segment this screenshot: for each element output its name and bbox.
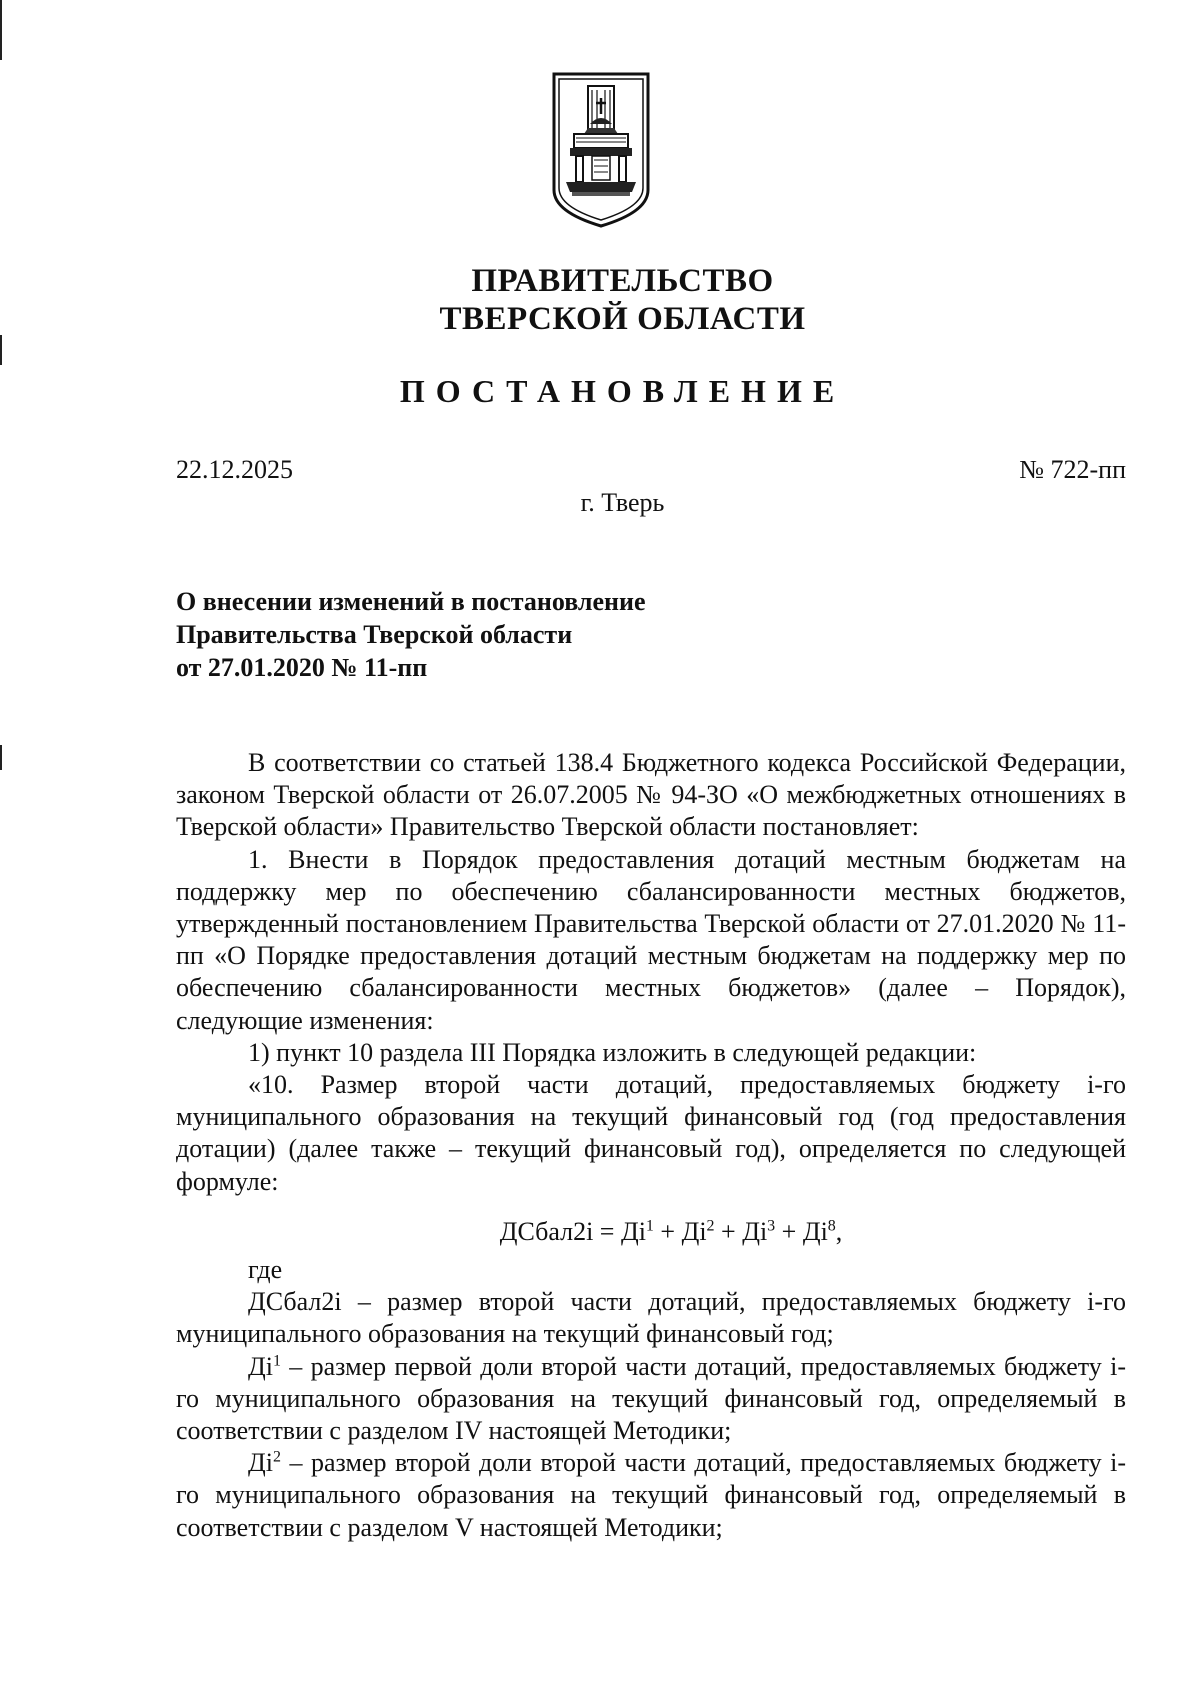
document-body bbox=[176, 747, 1126, 1544]
document-subject bbox=[176, 585, 646, 684]
subject-line-1: О внесении изменений в постановление bbox=[176, 587, 646, 616]
where-label: где bbox=[248, 1255, 283, 1285]
point-10-paragraph: «10. Размер второй части дотаций, предоставляемых бюджету i-го муниципального образования на текущий финансовый год (год предоставления дотации) (далее также – текущий финансовый год), определяется по следующей формуле: bbox=[176, 1070, 1126, 1196]
scan-edge-mark bbox=[0, 745, 2, 770]
preamble-paragraph: В соответствии со статьей 138.4 Бюджетного кодекса Российской Федерации, законом Тверской области от 26.07.2005 № 94-ЗО «О межбюджетных отношениях в Тверской области» Правительство Тверской области постановляет: bbox=[176, 748, 1126, 842]
formula-term-3: + Дi bbox=[714, 1216, 768, 1246]
formula-sup-1: 1 bbox=[645, 1217, 654, 1235]
di2-sup: 2 bbox=[272, 1448, 281, 1466]
item-1-paragraph: 1. Внести в Порядок предоставления дотаций местным бюджетам на поддержку мер по обеспечению сбалансированности местных бюджетов, утвержденный постановлением Правительства Тверской области от 27.01.2020 № 11-пп «О Порядке предоставления дотаций местным бюджетам на поддержку мер по обеспечению сбалансированности местных бюджетов» (далее – Порядок), следующие изменения: bbox=[176, 844, 1126, 1035]
subject-line-2: Правительства Тверской области bbox=[176, 620, 573, 649]
document-date: 22.12.2025 bbox=[176, 455, 293, 484]
di1-text: – размер первой доли второй части дотаций, предоставляемых бюджету i-го муниципального образования на текущий финансовый год, определяемый в соответствии с разделом IV настоящей Методики; bbox=[176, 1351, 1126, 1446]
definition-di2 bbox=[176, 1447, 1126, 1544]
definition-dsbal2i: ДСбал2i – размер второй части дотаций, предоставляемых бюджету i-го муниципального образования на текущий финансовый год; bbox=[176, 1287, 1126, 1349]
subitem-1-paragraph: 1) пункт 10 раздела III Порядка изложить в следующей редакции: bbox=[248, 1037, 977, 1067]
di1-sup: 1 bbox=[272, 1352, 281, 1369]
formula-term-8: + Дi bbox=[775, 1216, 828, 1246]
formula-sup-3: 3 bbox=[767, 1217, 776, 1235]
document-city: г. Тверь bbox=[580, 488, 665, 517]
government-title-line-2: ТВЕРСКОЙ ОБЛАСТИ bbox=[439, 301, 806, 337]
scan-edge-mark bbox=[0, 335, 2, 365]
definition-di1 bbox=[176, 1351, 1126, 1448]
scan-edge-mark bbox=[0, 0, 2, 60]
di2-text: – размер второй доли второй части дотаций, предоставляемых бюджету i-го муниципального образования на текущий финансовый год, определяемый в соответствии с разделом V настоящей Методики; bbox=[176, 1448, 1126, 1542]
formula-term-2: + Дi bbox=[653, 1216, 707, 1246]
formula-sup-8: 8 bbox=[827, 1217, 836, 1235]
di1-symbol: Дi bbox=[248, 1351, 273, 1381]
government-title-line-1: ПРАВИТЕЛЬСТВО bbox=[471, 263, 774, 299]
formula-lhs: ДСбал2i = Дi bbox=[499, 1216, 646, 1246]
tver-region-coat-of-arms-icon bbox=[552, 72, 650, 228]
document-number: № 722-пп bbox=[1019, 455, 1126, 484]
subject-line-3: от 27.01.2020 № 11-пп bbox=[176, 653, 428, 682]
formula-end: , bbox=[835, 1216, 843, 1246]
document-type: ПОСТАНОВЛЕНИЕ bbox=[399, 373, 846, 409]
di2-symbol: Дi bbox=[248, 1448, 273, 1478]
government-title bbox=[0, 262, 1200, 338]
formula-sup-2: 2 bbox=[706, 1217, 715, 1235]
formula bbox=[176, 1216, 1126, 1248]
